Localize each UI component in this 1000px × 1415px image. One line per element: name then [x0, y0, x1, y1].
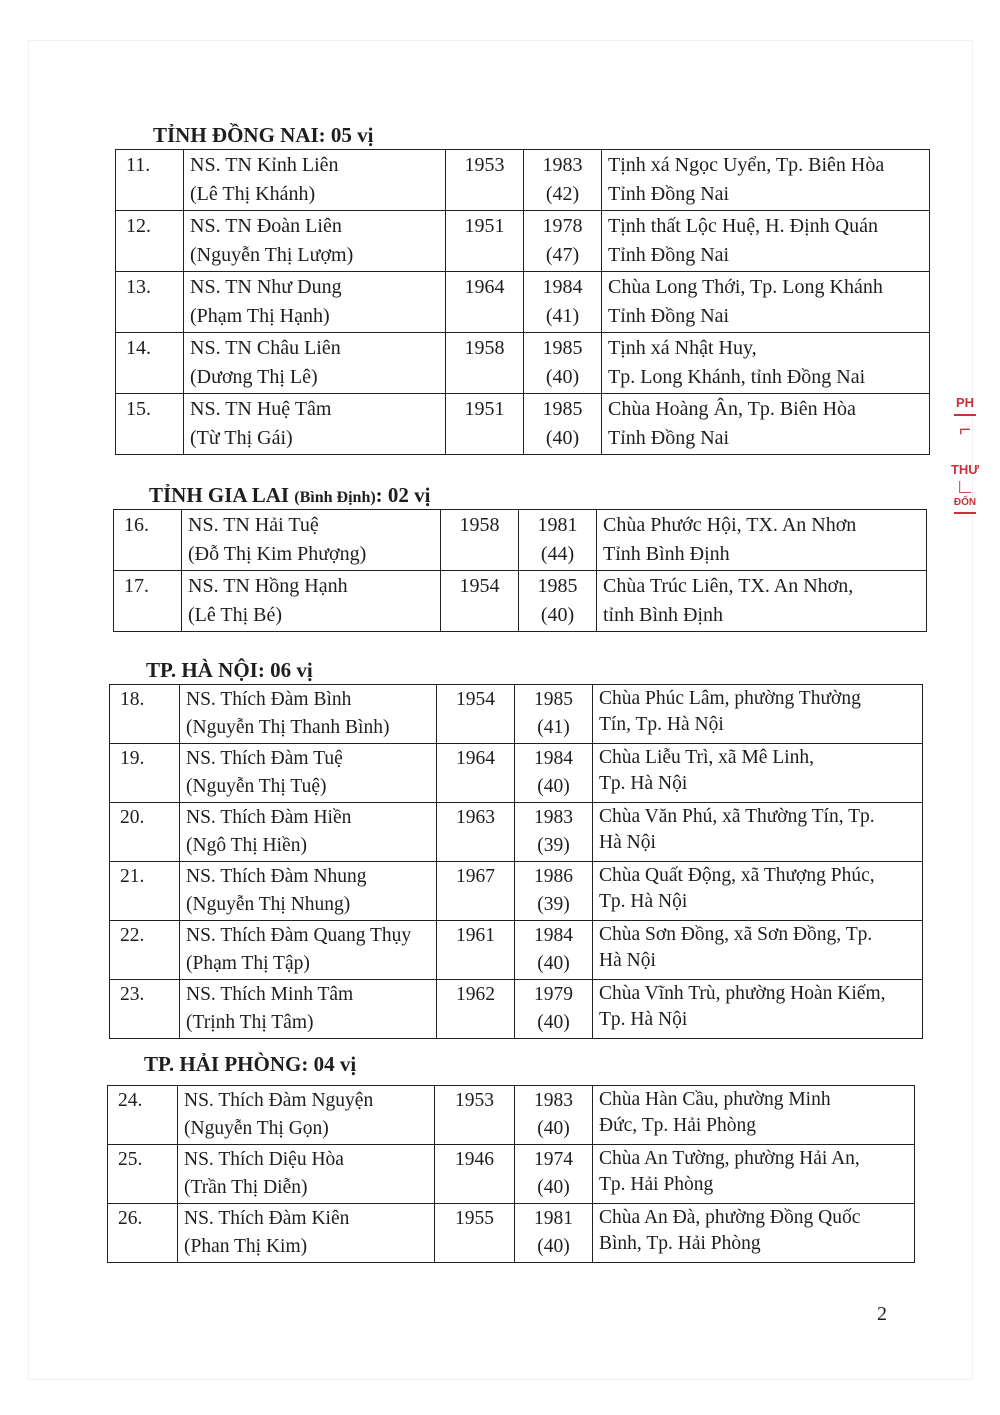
ordination-cell: [524, 333, 602, 394]
section-title: [113, 481, 927, 509]
row-number: 20.: [110, 803, 180, 862]
stamp-text-3: ĐỐN: [953, 497, 977, 508]
ordination-cell: [524, 394, 602, 455]
table-body: [116, 150, 930, 455]
section-ha-noi: [109, 656, 923, 1039]
name-cell: [178, 1204, 435, 1263]
monastic-age: (40): [537, 1236, 570, 1257]
religious-name: NS. TN Kỉnh Liên: [190, 154, 339, 176]
table-row: [108, 1086, 915, 1145]
place-line-1: Chùa Long Thới, Tp. Long Khánh: [608, 276, 883, 298]
ordination-cell: [515, 803, 593, 862]
ordination-year: 1984: [534, 748, 573, 769]
place-line-1: Chùa Hoàng Ân, Tp. Biên Hòa: [608, 398, 856, 420]
place-line-1: Chùa Vĩnh Trù, phường Hoàn Kiếm,: [599, 983, 886, 1004]
table-body: [110, 685, 923, 1039]
ordination-year: 1985: [542, 337, 583, 359]
place-line-1: Tịnh xá Nhật Huy,: [608, 337, 757, 359]
ordination-cell: [515, 980, 593, 1039]
ordination-cell: [524, 272, 602, 333]
lay-name: (Phan Thị Kim): [184, 1236, 308, 1257]
name-cell: [184, 333, 446, 394]
place-line-1: Tịnh xá Ngọc Uyển, Tp. Biên Hòa: [608, 154, 885, 176]
section-dong-nai: [115, 121, 930, 455]
ordination-cell: [519, 510, 597, 571]
ordination-year: 1981: [534, 1208, 573, 1229]
name-cell: [184, 394, 446, 455]
birth-year: 1954: [441, 571, 519, 632]
ordination-cell: [519, 571, 597, 632]
table-row: [110, 862, 923, 921]
ordination-cell: [524, 211, 602, 272]
place-line-2: Tín, Tp. Hà Nội: [599, 714, 724, 735]
place-cell: [593, 921, 923, 980]
lay-name: (Nguyễn Thị Gọn): [184, 1118, 329, 1139]
lay-name: (Nguyễn Thị Nhung): [186, 894, 351, 915]
monastic-age: (40): [537, 776, 570, 797]
ordination-year: 1974: [534, 1149, 573, 1170]
ordination-cell: [524, 150, 602, 211]
table-row: [110, 921, 923, 980]
place-line-2: Tp. Hà Nội: [599, 1009, 688, 1030]
place-line-2: Tp. Hải Phòng: [599, 1174, 714, 1195]
place-line-1: Chùa An Đà, phường Đồng Quốc: [599, 1207, 861, 1228]
place-cell: [602, 333, 930, 394]
row-number: 26.: [108, 1204, 178, 1263]
row-number: 19.: [110, 744, 180, 803]
lay-name: (Đỗ Thị Kim Phượng): [188, 543, 367, 565]
birth-year: 1963: [437, 803, 515, 862]
place-cell: [597, 571, 927, 632]
religious-name: NS. TN Đoàn Liên: [190, 215, 342, 237]
place-line-1: Chùa Phúc Lâm, phường Thường: [599, 688, 861, 709]
place-line-1: Chùa Sơn Đồng, xã Sơn Đồng, Tp.: [599, 924, 873, 945]
place-cell: [602, 211, 930, 272]
section-title: TP. HÀ NỘI: 06 vị: [146, 658, 313, 682]
place-line-2: Tỉnh Bình Định: [603, 543, 730, 565]
place-cell: [593, 685, 923, 744]
birth-year: 1962: [437, 980, 515, 1039]
ordination-cell: [515, 1145, 593, 1204]
table-row: [110, 685, 923, 744]
monastic-age: (40): [545, 366, 580, 388]
lay-name: (Phạm Thị Hạnh): [190, 305, 330, 327]
ordination-year: 1986: [534, 866, 573, 887]
table-body: [114, 510, 927, 632]
place-line-1: Chùa Trúc Liên, TX. An Nhơn,: [603, 575, 854, 597]
place-line-1: Chùa Hàn Cầu, phường Minh: [599, 1089, 831, 1110]
ordination-year: 1985: [542, 398, 583, 420]
table-body: [108, 1086, 915, 1263]
religious-name: NS. Thích Đàm Kiên: [184, 1208, 350, 1229]
place-line-2: Hà Nội: [599, 832, 656, 853]
page-number: 2: [877, 1303, 887, 1325]
religious-name: NS. Thích Đàm Nguyện: [184, 1090, 374, 1111]
birth-year: 1953: [446, 150, 524, 211]
ordination-cell: [515, 862, 593, 921]
row-number: 16.: [114, 510, 182, 571]
ordination-year: 1981: [537, 514, 578, 536]
monastic-age: (41): [545, 305, 580, 327]
place-cell: [593, 744, 923, 803]
ordination-table: [115, 149, 930, 455]
birth-year: 1967: [437, 862, 515, 921]
section-hai-phong: [107, 1050, 915, 1263]
ordination-year: 1983: [542, 154, 583, 176]
row-number: 13.: [116, 272, 184, 333]
section-title: TỈNH ĐỒNG NAI: 05 vị: [153, 123, 374, 147]
birth-year: 1958: [446, 333, 524, 394]
lay-name: (Lê Thị Khánh): [190, 183, 316, 205]
birth-year: 1946: [435, 1145, 515, 1204]
place-cell: [593, 803, 923, 862]
ordination-table: [109, 684, 923, 1039]
name-cell: [180, 980, 437, 1039]
table-row: [108, 1145, 915, 1204]
ordination-year: 1978: [542, 215, 583, 237]
ordination-year: 1983: [534, 807, 573, 828]
name-cell: [184, 211, 446, 272]
name-cell: [180, 685, 437, 744]
birth-year: 1964: [446, 272, 524, 333]
monastic-age: (40): [537, 953, 570, 974]
monastic-age: (40): [540, 604, 575, 626]
birth-year: 1954: [437, 685, 515, 744]
place-line-1: Chùa An Tường, phường Hải An,: [599, 1148, 860, 1169]
place-line-2: Tp. Long Khánh, tỉnh Đồng Nai: [608, 366, 866, 388]
table-row: [116, 272, 930, 333]
ordination-cell: [515, 1204, 593, 1263]
religious-name: NS. Thích Đàm Tuệ: [186, 748, 343, 769]
row-number: 24.: [108, 1086, 178, 1145]
section-title-suffix: : 02 vị: [375, 483, 431, 507]
birth-year: 1953: [435, 1086, 515, 1145]
row-number: 14.: [116, 333, 184, 394]
red-stamp: PH ⌐ THƯ ∟ ĐỐN: [950, 395, 980, 518]
section-title-sub: (Bình Định): [294, 489, 376, 506]
monastic-age: (41): [537, 717, 570, 738]
section-title: TP. HẢI PHÒNG: 04 vị: [144, 1052, 357, 1076]
table-row: [110, 803, 923, 862]
lay-name: (Dương Thị Lê): [190, 366, 318, 388]
ordination-year: 1985: [534, 689, 573, 710]
religious-name: NS. Thích Đàm Bình: [186, 689, 352, 710]
ordination-cell: [515, 744, 593, 803]
table-row: [110, 980, 923, 1039]
row-number: 25.: [108, 1145, 178, 1204]
stamp-text-1: PH: [955, 395, 975, 410]
name-cell: [180, 803, 437, 862]
ordination-year: 1979: [534, 984, 573, 1005]
religious-name: NS. TN Như Dung: [190, 276, 342, 298]
lay-name: (Phạm Thị Tập): [186, 953, 310, 974]
monastic-age: (40): [537, 1012, 570, 1033]
row-number: 17.: [114, 571, 182, 632]
ordination-table: [113, 509, 927, 632]
place-cell: [602, 272, 930, 333]
religious-name: NS. Thích Đàm Hiền: [186, 807, 352, 828]
religious-name: NS. Thích Minh Tâm: [186, 984, 354, 1005]
name-cell: [180, 744, 437, 803]
place-cell: [593, 1204, 915, 1263]
place-cell: [597, 510, 927, 571]
name-cell: [184, 272, 446, 333]
section-gia-lai: [113, 481, 927, 632]
monastic-age: (39): [537, 894, 570, 915]
table-row: [116, 211, 930, 272]
place-line-2: tỉnh Bình Định: [603, 604, 724, 626]
religious-name: NS. TN Hải Tuệ: [188, 514, 319, 536]
lay-name: (Lê Thị Bé): [188, 604, 283, 626]
place-cell: [593, 980, 923, 1039]
name-cell: [178, 1086, 435, 1145]
table-row: [114, 510, 927, 571]
row-number: 11.: [116, 150, 184, 211]
ordination-year: 1984: [542, 276, 583, 298]
lay-name: (Nguyễn Thị Tuệ): [186, 776, 327, 797]
birth-year: 1958: [441, 510, 519, 571]
monastic-age: (39): [537, 835, 570, 856]
lay-name: (Trịnh Thị Tâm): [186, 1012, 314, 1033]
name-cell: [182, 571, 441, 632]
place-line-2: Hà Nội: [599, 950, 656, 971]
monastic-age: (47): [545, 244, 580, 266]
birth-year: 1951: [446, 211, 524, 272]
birth-year: 1955: [435, 1204, 515, 1263]
place-cell: [602, 394, 930, 455]
lay-name: (Ngô Thị Hiền): [186, 835, 307, 856]
place-cell: [602, 150, 930, 211]
religious-name: NS. TN Huệ Tâm: [190, 398, 332, 420]
place-line-1: Chùa Phước Hội, TX. An Nhơn: [603, 514, 857, 536]
name-cell: [184, 150, 446, 211]
ordination-table: [107, 1085, 915, 1263]
birth-year: 1964: [437, 744, 515, 803]
name-cell: [178, 1145, 435, 1204]
religious-name: NS. Thích Đàm Nhung: [186, 866, 367, 887]
stamp-text-2: THƯ: [950, 462, 980, 477]
table-row: [116, 394, 930, 455]
birth-year: 1951: [446, 394, 524, 455]
place-line-2: Đức, Tp. Hải Phòng: [599, 1115, 756, 1136]
place-line-2: Tp. Hà Nội: [599, 773, 688, 794]
monastic-age: (42): [545, 183, 580, 205]
row-number: 12.: [116, 211, 184, 272]
row-number: 15.: [116, 394, 184, 455]
row-number: 18.: [110, 685, 180, 744]
religious-name: NS. TN Châu Liên: [190, 337, 341, 359]
table-row: [116, 150, 930, 211]
name-cell: [180, 862, 437, 921]
place-line-1: Chùa Quất Động, xã Thượng Phúc,: [599, 865, 875, 886]
monastic-age: (40): [537, 1118, 570, 1139]
section-title-main: TỈNH GIA LAI: [149, 483, 290, 507]
ordination-year: 1984: [534, 925, 573, 946]
ordination-year: 1985: [537, 575, 578, 597]
place-line-1: Chùa Liễu Trì, xã Mê Linh,: [599, 747, 815, 768]
place-line-1: Tịnh thất Lộc Huệ, H. Định Quán: [608, 215, 878, 237]
lay-name: (Từ Thị Gái): [190, 427, 293, 449]
ordination-cell: [515, 921, 593, 980]
place-line-2: Tỉnh Đồng Nai: [608, 183, 730, 205]
place-cell: [593, 1086, 915, 1145]
monastic-age: (40): [537, 1177, 570, 1198]
place-line-2: Tỉnh Đồng Nai: [608, 244, 730, 266]
lay-name: (Nguyễn Thị Lượm): [190, 244, 354, 266]
table-row: [110, 744, 923, 803]
place-line-2: Bình, Tp. Hải Phòng: [599, 1233, 761, 1254]
row-number: 22.: [110, 921, 180, 980]
place-line-1: Chùa Văn Phú, xã Thường Tín, Tp.: [599, 806, 875, 827]
ordination-cell: [515, 685, 593, 744]
name-cell: [180, 921, 437, 980]
row-number: 21.: [110, 862, 180, 921]
table-row: [114, 571, 927, 632]
place-line-2: Tp. Hà Nội: [599, 891, 688, 912]
religious-name: NS. TN Hồng Hạnh: [188, 575, 348, 597]
monastic-age: (44): [540, 543, 575, 565]
birth-year: 1961: [437, 921, 515, 980]
lay-name: (Nguyễn Thị Thanh Bình): [186, 717, 390, 738]
lay-name: (Trần Thị Diễn): [184, 1177, 308, 1198]
place-line-2: Tỉnh Đồng Nai: [608, 305, 730, 327]
name-cell: [182, 510, 441, 571]
table-row: [116, 333, 930, 394]
row-number: 23.: [110, 980, 180, 1039]
place-line-2: Tỉnh Đồng Nai: [608, 427, 730, 449]
monastic-age: (40): [545, 427, 580, 449]
place-cell: [593, 1145, 915, 1204]
religious-name: NS. Thích Diệu Hòa: [184, 1149, 344, 1170]
table-row: [108, 1204, 915, 1263]
ordination-cell: [515, 1086, 593, 1145]
religious-name: NS. Thích Đàm Quang Thụy: [186, 925, 412, 946]
place-cell: [593, 862, 923, 921]
ordination-year: 1983: [534, 1090, 573, 1111]
